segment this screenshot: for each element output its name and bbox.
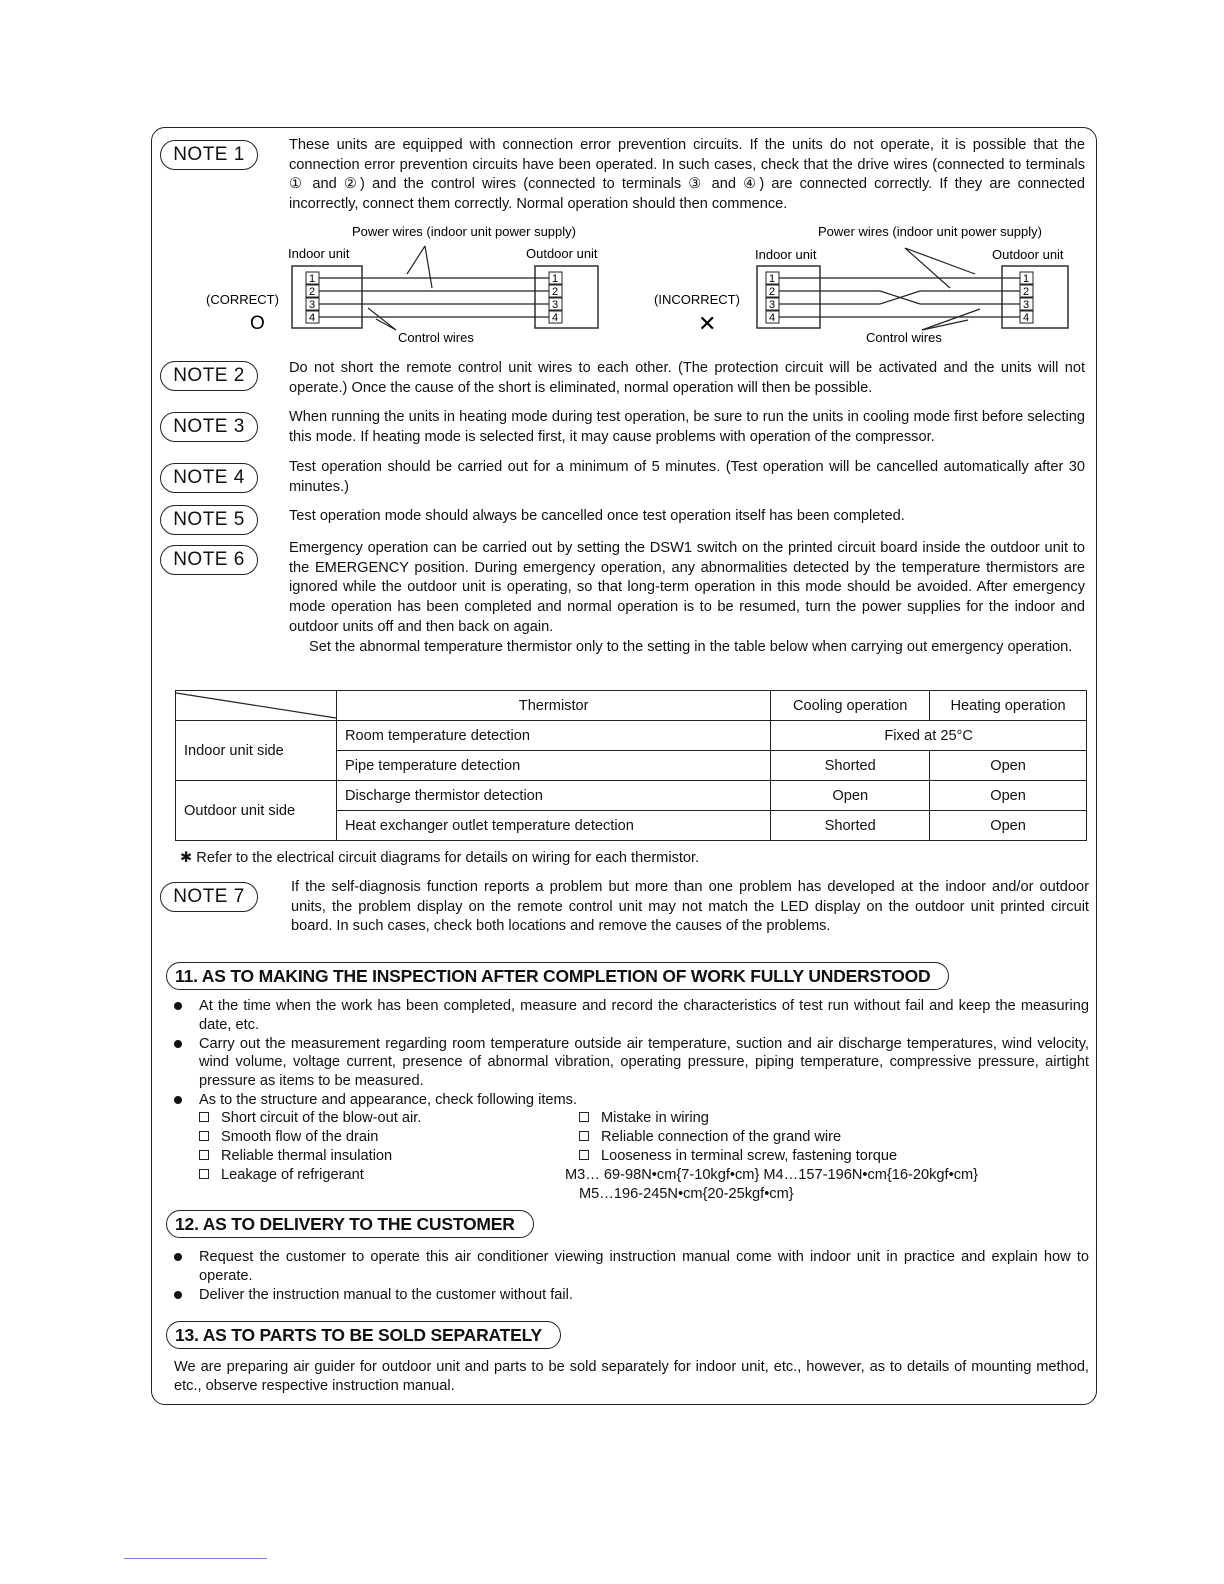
correct-mark: O <box>250 313 265 334</box>
header-heating: Heating operation <box>930 691 1087 721</box>
check-item: Reliable connection of the grand wire <box>579 1128 841 1147</box>
incorrect-outdoor-label: Outdoor unit <box>992 247 1064 262</box>
footer-rule <box>124 1558 267 1559</box>
svg-text:4: 4 <box>309 312 316 324</box>
note-6-text <box>289 539 1085 657</box>
note-1-text <box>289 136 1085 215</box>
table-cell: Fixed at 25°C <box>771 721 1087 751</box>
correct-power-label: Power wires (indoor unit power supply) <box>352 224 576 239</box>
svg-text:3: 3 <box>552 299 559 311</box>
table-cell: Open <box>930 781 1087 811</box>
table-cell: Shorted <box>771 811 930 841</box>
checkbox-icon <box>579 1150 589 1160</box>
svg-text:2: 2 <box>1023 286 1030 298</box>
correct-control-label: Control wires <box>398 330 474 345</box>
section-13-heading: 13. AS TO PARTS TO BE SOLD SEPARATELY <box>166 1321 561 1349</box>
table-cell: Open <box>771 781 930 811</box>
section-11-heading: 11. AS TO MAKING THE INSPECTION AFTER COMPLETION OF WORK FULLY UNDERSTOOD <box>166 962 949 990</box>
svg-text:2: 2 <box>309 286 316 298</box>
note-3-label: NOTE 3 <box>160 412 258 442</box>
svg-text:3: 3 <box>1023 299 1030 311</box>
list-item: As to the structure and appearance, check following items. <box>174 1091 1089 1110</box>
checkbox-icon <box>199 1169 209 1179</box>
checkbox-icon <box>199 1150 209 1160</box>
svg-text:1: 1 <box>309 273 316 285</box>
table-corner-cell <box>176 691 337 721</box>
note-2-paragraph: Do not short the remote control unit wires to each other. (The protection circuit will be activated and the units will not operate.) Once the cause of the short is eliminated, normal operation will then be possible. <box>289 360 1085 396</box>
note-7-text <box>291 878 1089 937</box>
torque-line-1: M3… 69-98N•cm{7-10kgf•cm} M4…157-196N•cm{16-20kgf•cm} <box>565 1167 979 1183</box>
svg-text:1: 1 <box>1023 273 1030 285</box>
section-12-heading: 12. AS TO DELIVERY TO THE CUSTOMER <box>166 1210 534 1238</box>
note-5-label: NOTE 5 <box>160 505 258 535</box>
correct-wiring-diagram <box>200 222 620 350</box>
svg-text:4: 4 <box>769 312 776 324</box>
note-4-text <box>289 458 1085 497</box>
list-item: Request the customer to operate this air conditioner viewing instruction manual come with indoor unit in practice and explain how to operate. <box>174 1248 1089 1286</box>
incorrect-control-label: Control wires <box>866 330 942 345</box>
checkbox-icon <box>579 1112 589 1122</box>
torque-line-2: M5…196-245N•cm{20-25kgf•cm} <box>579 1186 794 1202</box>
table-footnote: ✱ Refer to the electrical circuit diagrams for details on wiring for each thermistor. <box>180 850 700 866</box>
svg-text:1: 1 <box>769 273 776 285</box>
note-7-label: NOTE 7 <box>160 882 258 912</box>
check-item: Looseness in terminal screw, fastening torque <box>579 1147 897 1166</box>
correct-outdoor-box <box>535 266 598 328</box>
checkbox-icon <box>199 1131 209 1141</box>
note-1-paragraph: These units are equipped with connection error prevention circuits. If the units do not operate, it is possible that the connection error prevention circuits have been operated. In such cases, check that the drive wires (connected to terminals ① and ②) and the control wires (connected to terminals ③ and ④) are connected correctly. If they are connected incorrectly, connect them correctly. Normal operation should then commence. <box>289 137 1085 213</box>
correct-status-label: (CORRECT) <box>206 292 279 307</box>
note-6-paragraph: Emergency operation can be carried out by setting the DSW1 switch on the printed circuit board inside the outdoor unit to the EMERGENCY position. During emergency operation, any abnormalities detected by the temperature thermistors are ignored while the outdoor unit is operating, so that long-term operation in this mode should be avoided. After emergency mode operation has been completed and normal operation is to be resumed, turn the power supplies for the indoor and outdoor units off and then back on again. <box>289 540 1085 635</box>
svg-text:1: 1 <box>552 273 559 285</box>
note-7-paragraph: If the self-diagnosis function reports a problem but more than one problem has developed at the indoor and/or outdoor units, the problem display on the remote control unit may not match the LED display on the outdoor unit printed circuit board. In such cases, check both locations and remove the causes of the problems. <box>291 879 1089 935</box>
section-11-bullets <box>174 997 1089 1110</box>
check-item: Smooth flow of the drain <box>199 1128 378 1147</box>
indoor-side-cell: Indoor unit side <box>176 721 337 781</box>
table-cell: Discharge thermistor detection <box>337 781 771 811</box>
note-1-label: NOTE 1 <box>160 140 258 170</box>
table-cell: Heat exchanger outlet temperature detection <box>337 811 771 841</box>
incorrect-mark: ✕ <box>698 311 717 336</box>
svg-text:3: 3 <box>769 299 776 311</box>
header-thermistor: Thermistor <box>337 691 771 721</box>
note-3-text <box>289 408 1085 447</box>
svg-text:4: 4 <box>1023 312 1030 324</box>
table-cell: Pipe temperature detection <box>337 751 771 781</box>
incorrect-indoor-label: Indoor unit <box>755 247 817 262</box>
incorrect-status-label: (INCORRECT) <box>654 292 740 307</box>
note-2-text <box>289 359 1085 398</box>
check-item: Mistake in wiring <box>579 1109 709 1128</box>
correct-indoor-box <box>292 266 362 328</box>
incorrect-power-label: Power wires (indoor unit power supply) <box>818 224 1042 239</box>
section-13-text <box>174 1358 1089 1396</box>
table-cell: Open <box>930 751 1087 781</box>
check-item: Reliable thermal insulation <box>199 1147 392 1166</box>
incorrect-wiring-diagram <box>650 222 1080 350</box>
table-cell: Shorted <box>771 751 930 781</box>
svg-text:3: 3 <box>309 299 316 311</box>
svg-text:2: 2 <box>552 286 559 298</box>
table-cell: Room temperature detection <box>337 721 771 751</box>
checkbox-icon <box>199 1112 209 1122</box>
note-6-paragraph-2: Set the abnormal temperature thermistor only to the setting in the table below when carrying out emergency operation. <box>309 638 1073 655</box>
note-3-paragraph: When running the units in heating mode during test operation, be sure to run the units in cooling mode first before selecting this mode. If heating mode is selected first, it may cause problems with operation of the compressor. <box>289 409 1085 445</box>
note-4-paragraph: Test operation should be carried out for a minimum of 5 minutes. (Test operation will be cancelled automatically after 30 minutes.) <box>289 459 1085 495</box>
section-12-bullets <box>174 1248 1089 1304</box>
header-cooling: Cooling operation <box>771 691 930 721</box>
note-2-label: NOTE 2 <box>160 361 258 391</box>
list-item: Deliver the instruction manual to the customer without fail. <box>174 1286 1089 1305</box>
outdoor-side-cell: Outdoor unit side <box>176 781 337 841</box>
correct-outdoor-label: Outdoor unit <box>526 246 598 261</box>
svg-text:4: 4 <box>552 312 559 324</box>
table-cell: Open <box>930 811 1087 841</box>
note-5-paragraph: Test operation mode should always be cancelled once test operation itself has been completed. <box>289 508 905 524</box>
svg-text:2: 2 <box>769 286 776 298</box>
note-5-text <box>289 507 1085 527</box>
note-4-label: NOTE 4 <box>160 463 258 493</box>
list-item: Carry out the measurement regarding room temperature outside air temperature, suction and air discharge temperatures, wind velocity, wind volume, voltage current, presence of abnormal vibration, operating pressure, piping temperature, compressive pressure, airtight pressure as items to be measured. <box>174 1035 1089 1091</box>
list-item: At the time when the work has been completed, measure and record the characteristics of test run without fail and keep the measuring date, etc. <box>174 997 1089 1035</box>
check-item: Leakage of refrigerant <box>199 1166 364 1185</box>
thermistor-table <box>175 690 1087 841</box>
check-item: Short circuit of the blow-out air. <box>199 1109 421 1128</box>
section-13-paragraph: We are preparing air guider for outdoor unit and parts to be sold separately for indoor unit, etc., however, as to details of mounting method, etc., observe respective instruction manual. <box>174 1359 1089 1394</box>
checkbox-icon <box>579 1131 589 1141</box>
correct-indoor-label: Indoor unit <box>288 246 350 261</box>
note-6-label: NOTE 6 <box>160 545 258 575</box>
